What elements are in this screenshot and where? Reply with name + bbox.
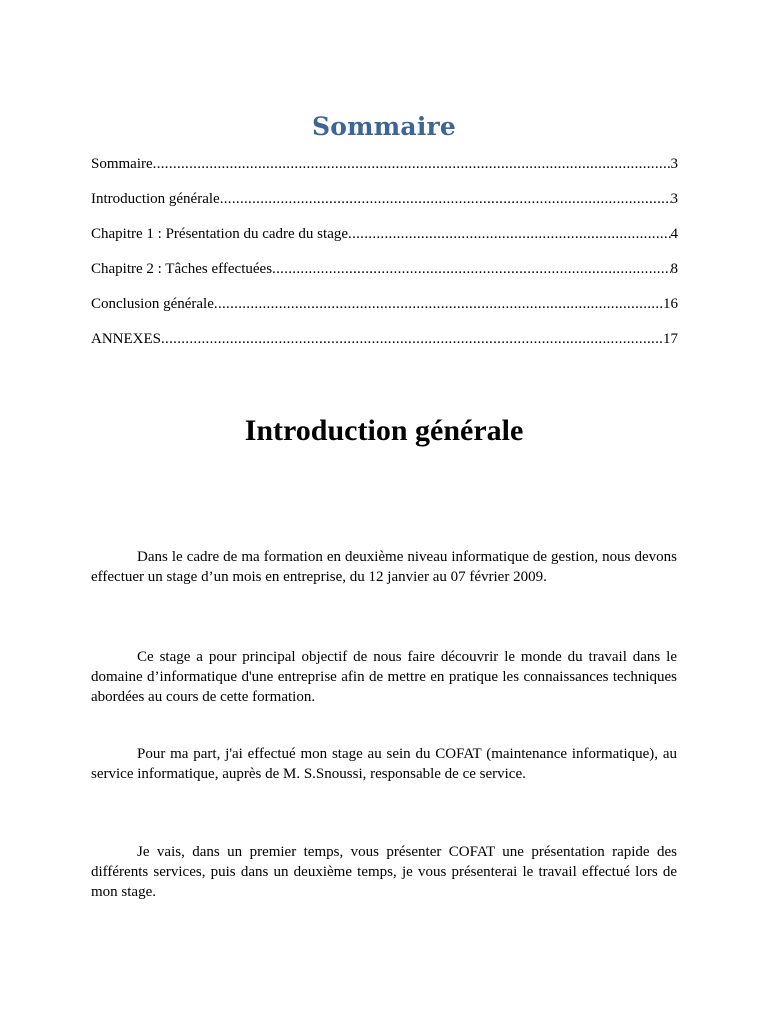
toc-entry-chapitre-2[interactable] — [91, 260, 678, 295]
toc-entry-introduction[interactable] — [91, 190, 678, 225]
toc-dot-leader — [214, 295, 663, 313]
body-paragraph: Dans le cadre de ma formation en deuxième niveau informatique de gestion, nous devons effectuer un stage d’un mois en entreprise, du 12 janvier au 07 février 2009. — [91, 549, 677, 585]
toc-title: Sommaire — [311, 112, 456, 141]
toc-entry-label: Chapitre 2 : Tâches effectuées — [91, 261, 273, 277]
table-of-contents — [91, 155, 678, 365]
toc-dot-leader — [161, 330, 663, 348]
body-paragraph: Pour ma part, j'ai effectué mon stage au sein du COFAT (maintenance informatique), au service informatique, auprès de M. S.Snoussi, responsable de ce service. — [91, 746, 677, 782]
section-title: Introduction générale — [244, 414, 524, 447]
body-paragraph: Ce stage a pour principal objectif de nous faire découvrir le monde du travail dans le domaine d’informatique d'une entreprise afin de mettre en pratique les connaissances techniques abordées au cours de cette formation. — [91, 649, 677, 705]
toc-entry-page: 16 — [663, 296, 678, 312]
toc-entry-sommaire[interactable] — [91, 155, 678, 190]
body-paragraph: Je vais, dans un premier temps, vous présenter COFAT une présentation rapide des différents services, puis dans un deuxième temps, je vous présenterai le travail effectué lors de mon stage. — [91, 844, 677, 900]
toc-entry-chapitre-1[interactable] — [91, 225, 678, 260]
toc-entry-page: 8 — [670, 261, 678, 277]
toc-entry-label: Chapitre 1 : Présentation du cadre du stage — [91, 226, 349, 242]
toc-entry-conclusion[interactable] — [91, 295, 678, 330]
toc-dot-leader — [348, 225, 670, 243]
toc-dot-leader — [153, 155, 671, 173]
toc-entry-label: Sommaire — [91, 156, 153, 172]
toc-entry-page: 3 — [670, 156, 678, 172]
toc-entry-page: 17 — [663, 331, 678, 347]
toc-entry-label: ANNEXES — [91, 331, 161, 347]
toc-entry-annexes[interactable] — [91, 330, 678, 365]
toc-dot-leader — [220, 190, 671, 208]
toc-dot-leader — [272, 260, 670, 278]
toc-entry-page: 4 — [670, 226, 678, 242]
toc-entry-page: 3 — [670, 191, 678, 207]
toc-entry-label: Introduction générale — [91, 191, 220, 207]
toc-entry-label: Conclusion générale — [91, 296, 214, 312]
